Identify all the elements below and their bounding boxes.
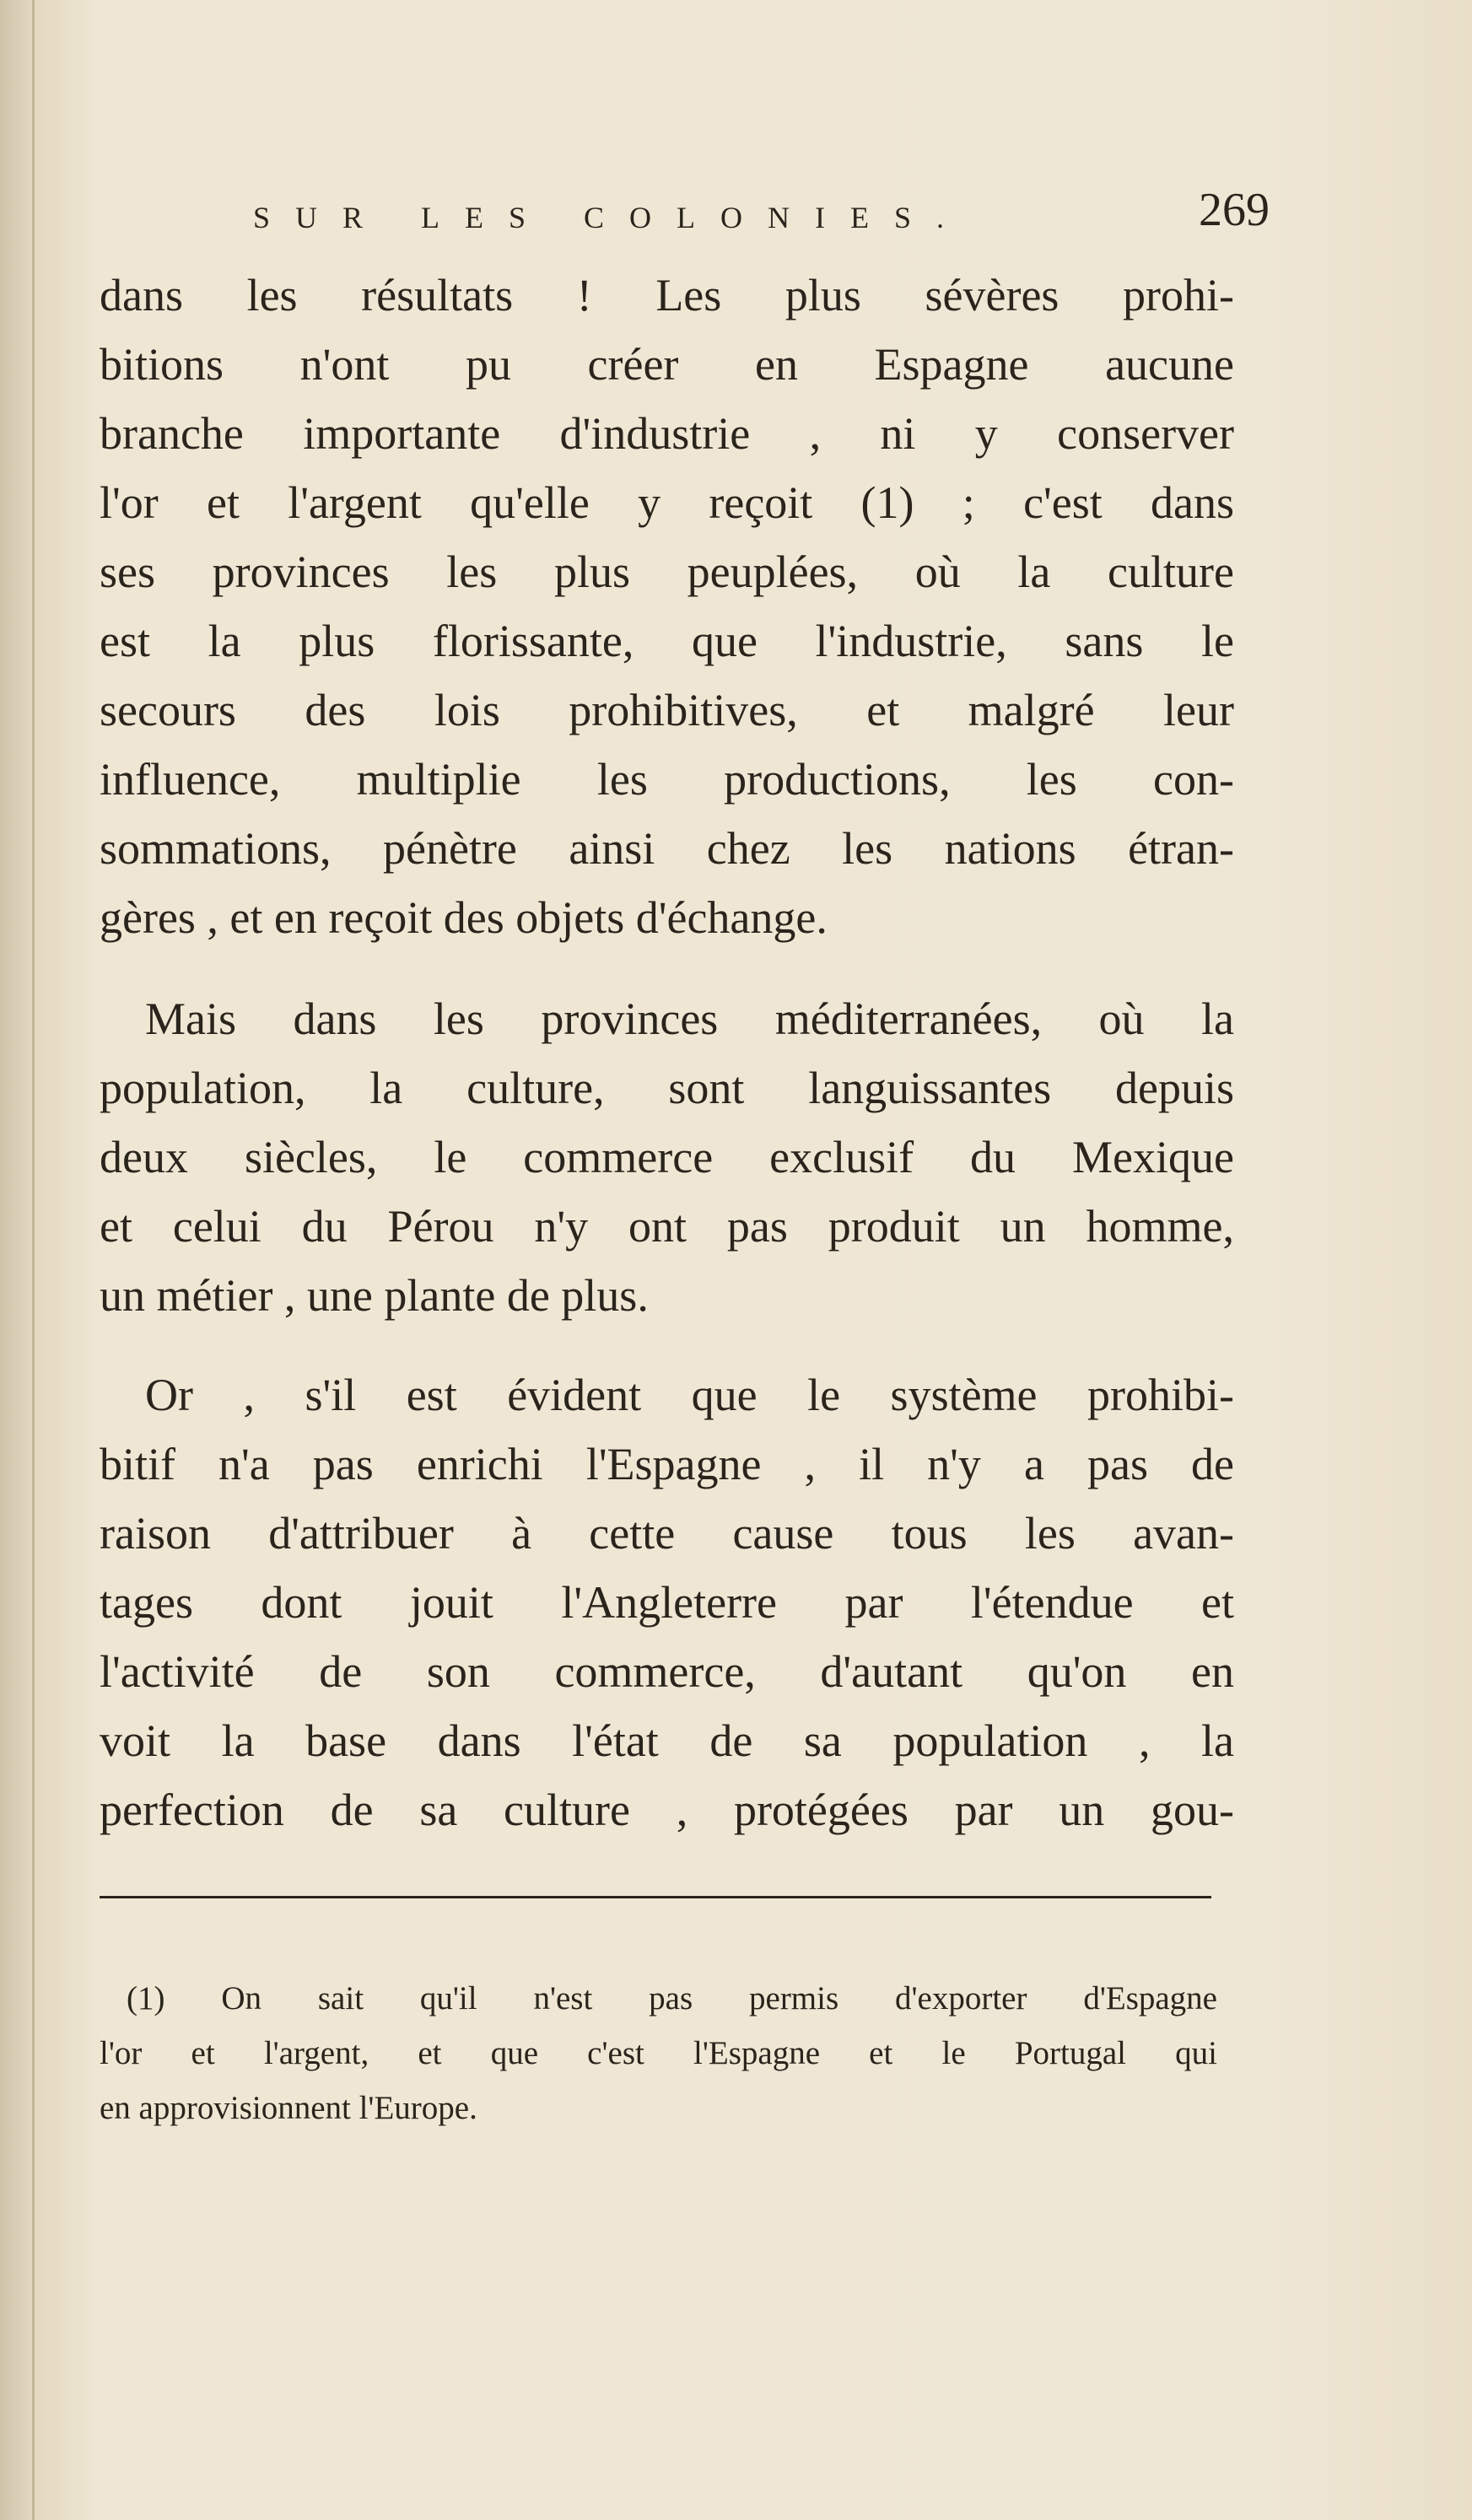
footnote-line: (1) On sait qu'il n'est pas permis d'exporter d'Espagne (127, 1980, 1217, 2017)
text-line: gères , et en reçoit des objets d'échange. (100, 892, 828, 943)
text-line: sommations, pénètre ainsi chez les nations étran- (100, 823, 1234, 874)
text-line: un métier , une plante de plus. (100, 1270, 649, 1321)
text-line: influence, multiplie les productions, les con- (100, 754, 1234, 805)
running-title: SUR LES COLONIES. (253, 201, 970, 234)
text-line: et celui du Pérou n'y ont pas produit un homme, (100, 1201, 1234, 1252)
text-line: l'activité de son commerce, d'autant qu'on en (100, 1646, 1234, 1697)
text-line: tages dont jouit l'Angleterre par l'étendue et (100, 1577, 1234, 1628)
text-line: est la plus florissante, que l'industrie, sans le (100, 616, 1234, 666)
text-line: dans les résultats ! Les plus sévères prohi- (100, 270, 1234, 320)
footnote-rule (100, 1896, 1211, 1898)
footnote-line: en approvisionnent l'Europe. (100, 2090, 477, 2126)
text-line: perfection de sa culture , protégées par un gou- (100, 1785, 1234, 1835)
text-line: deux siècles, le commerce exclusif du Mexique (100, 1132, 1234, 1182)
text-line: population, la culture, sont languissantes depuis (100, 1063, 1234, 1113)
text-line: l'or et l'argent qu'elle y reçoit (1) ; c'est dans (100, 477, 1234, 528)
text-line: bitions n'ont pu créer en Espagne aucune (100, 339, 1234, 390)
text-line: secours des lois prohibitives, et malgré leur (100, 685, 1234, 735)
text-line: bitif n'a pas enrichi l'Espagne , il n'y a pas de (100, 1439, 1234, 1489)
text-line: voit la base dans l'état de sa population , la (100, 1715, 1234, 1766)
text-line: branche importante d'industrie , ni y conserver (100, 408, 1234, 459)
page-number: 269 (1199, 184, 1270, 236)
footnote-line: l'or et l'argent, et que c'est l'Espagne et le Portugal qui (100, 2035, 1217, 2071)
text-line: ses provinces les plus peuplées, où la culture (100, 547, 1234, 597)
text-line: Mais dans les provinces méditerranées, où la (145, 993, 1234, 1044)
text-line: raison d'attribuer à cette cause tous les avan- (100, 1508, 1234, 1559)
binding-gutter (32, 0, 35, 2520)
text-line: Or , s'il est évident que le système prohibi- (145, 1370, 1234, 1420)
